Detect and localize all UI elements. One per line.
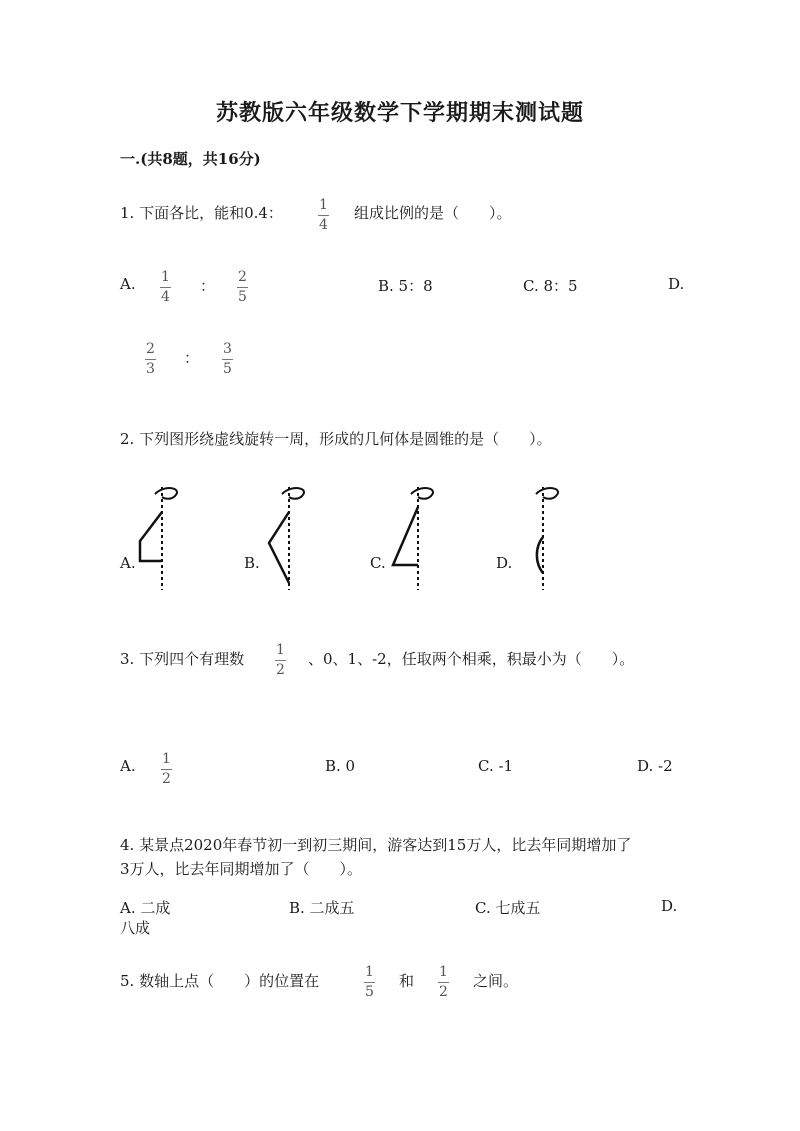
frac-den: 2 xyxy=(439,984,448,1000)
q5-text-start: 5. 数轴上点（ ）的位置在 xyxy=(120,972,320,990)
frac-den: 2 xyxy=(162,771,171,787)
q5-fraction-1 xyxy=(364,965,375,1000)
page-title: 苏教版六年级数学下学期期末测试题 xyxy=(215,100,584,126)
frac-num: 1 xyxy=(162,751,171,767)
q1-option-a-right xyxy=(237,270,248,305)
q2-option-d-label[interactable]: D. xyxy=(496,554,513,572)
q3-option-c[interactable]: C. -1 xyxy=(478,757,514,775)
q4-option-d-label[interactable]: D. xyxy=(661,897,678,915)
q2-option-b-label[interactable]: B. xyxy=(244,554,260,572)
q2-figure-b xyxy=(262,485,312,590)
frac-den: 3 xyxy=(146,361,155,377)
q5-text-end: 之间。 xyxy=(473,972,519,990)
q1-option-d-right xyxy=(222,342,233,377)
q1-option-d-label[interactable]: D. xyxy=(668,275,685,293)
frac-den: 5 xyxy=(238,289,247,305)
q4-option-c[interactable]: C. 七成五 xyxy=(475,899,541,917)
frac-den: 5 xyxy=(365,984,374,1000)
q2-figure-c xyxy=(391,485,441,590)
q5-text-mid: 和 xyxy=(399,972,415,990)
q1-option-a-sep: ： xyxy=(200,277,216,295)
q5-fraction-2 xyxy=(438,965,449,1000)
q4-option-d-text: 八成 xyxy=(120,919,151,937)
q1-option-a-label[interactable]: A. xyxy=(120,275,136,293)
q1-option-a-left xyxy=(160,270,171,305)
q4-option-b[interactable]: B. 二成五 xyxy=(289,899,355,917)
frac-num: 2 xyxy=(238,269,247,285)
q3-text-start: 3. 下列四个有理数 xyxy=(120,650,245,668)
q3-text-end: 、0、1、-2，任取两个相乘，积最小为（ ）。 xyxy=(308,650,635,668)
q2-option-a-label[interactable]: A. xyxy=(120,554,136,572)
q1-option-c[interactable]: C. 8：5 xyxy=(523,277,578,295)
q1-text-start: 1. 下面各比，能和0.4： xyxy=(120,204,283,222)
frac-num: 3 xyxy=(223,341,232,357)
frac-den: 2 xyxy=(276,662,285,678)
q1-option-b[interactable]: B. 5：8 xyxy=(378,277,433,295)
frac-num: 1 xyxy=(439,964,448,980)
frac-num: 1 xyxy=(276,642,285,658)
q3-option-a-label[interactable]: A. xyxy=(120,757,136,775)
q2-option-c-label[interactable]: C. xyxy=(370,554,386,572)
q4-text-line1: 4. 某景点2020年春节初一到初三期间，游客达到15万人，比去年同期增加了 xyxy=(120,836,632,854)
frac-num: 1 xyxy=(161,269,170,285)
q1-option-d-sep: ： xyxy=(184,349,200,367)
section-heading: 一.(共8题，共16分) xyxy=(120,150,261,168)
q1-option-d-left xyxy=(145,342,156,377)
frac-num: 2 xyxy=(146,341,155,357)
q2-figure-a xyxy=(135,485,185,590)
q2-text: 2. 下列图形绕虚线旋转一周，形成的几何体是圆锥的是（ ）。 xyxy=(120,430,552,448)
q3-option-d[interactable]: D. -2 xyxy=(637,757,673,775)
q1-fraction xyxy=(318,198,329,233)
frac-den: 5 xyxy=(223,361,232,377)
q3-option-a-frac xyxy=(161,752,172,787)
frac-num: 1 xyxy=(365,964,374,980)
q3-option-b[interactable]: B. 0 xyxy=(325,757,356,775)
frac-den: 4 xyxy=(161,289,170,305)
q2-figure-d xyxy=(516,485,566,590)
q1-frac-num: 1 xyxy=(319,197,328,213)
q1-frac-den: 4 xyxy=(319,217,328,233)
q4-option-a[interactable]: A. 二成 xyxy=(120,899,171,917)
q4-text-line2: 3万人，比去年同期增加了（ ）。 xyxy=(120,860,363,878)
q3-fraction xyxy=(275,643,286,678)
q1-text-end: 组成比例的是（ ）。 xyxy=(354,204,512,222)
